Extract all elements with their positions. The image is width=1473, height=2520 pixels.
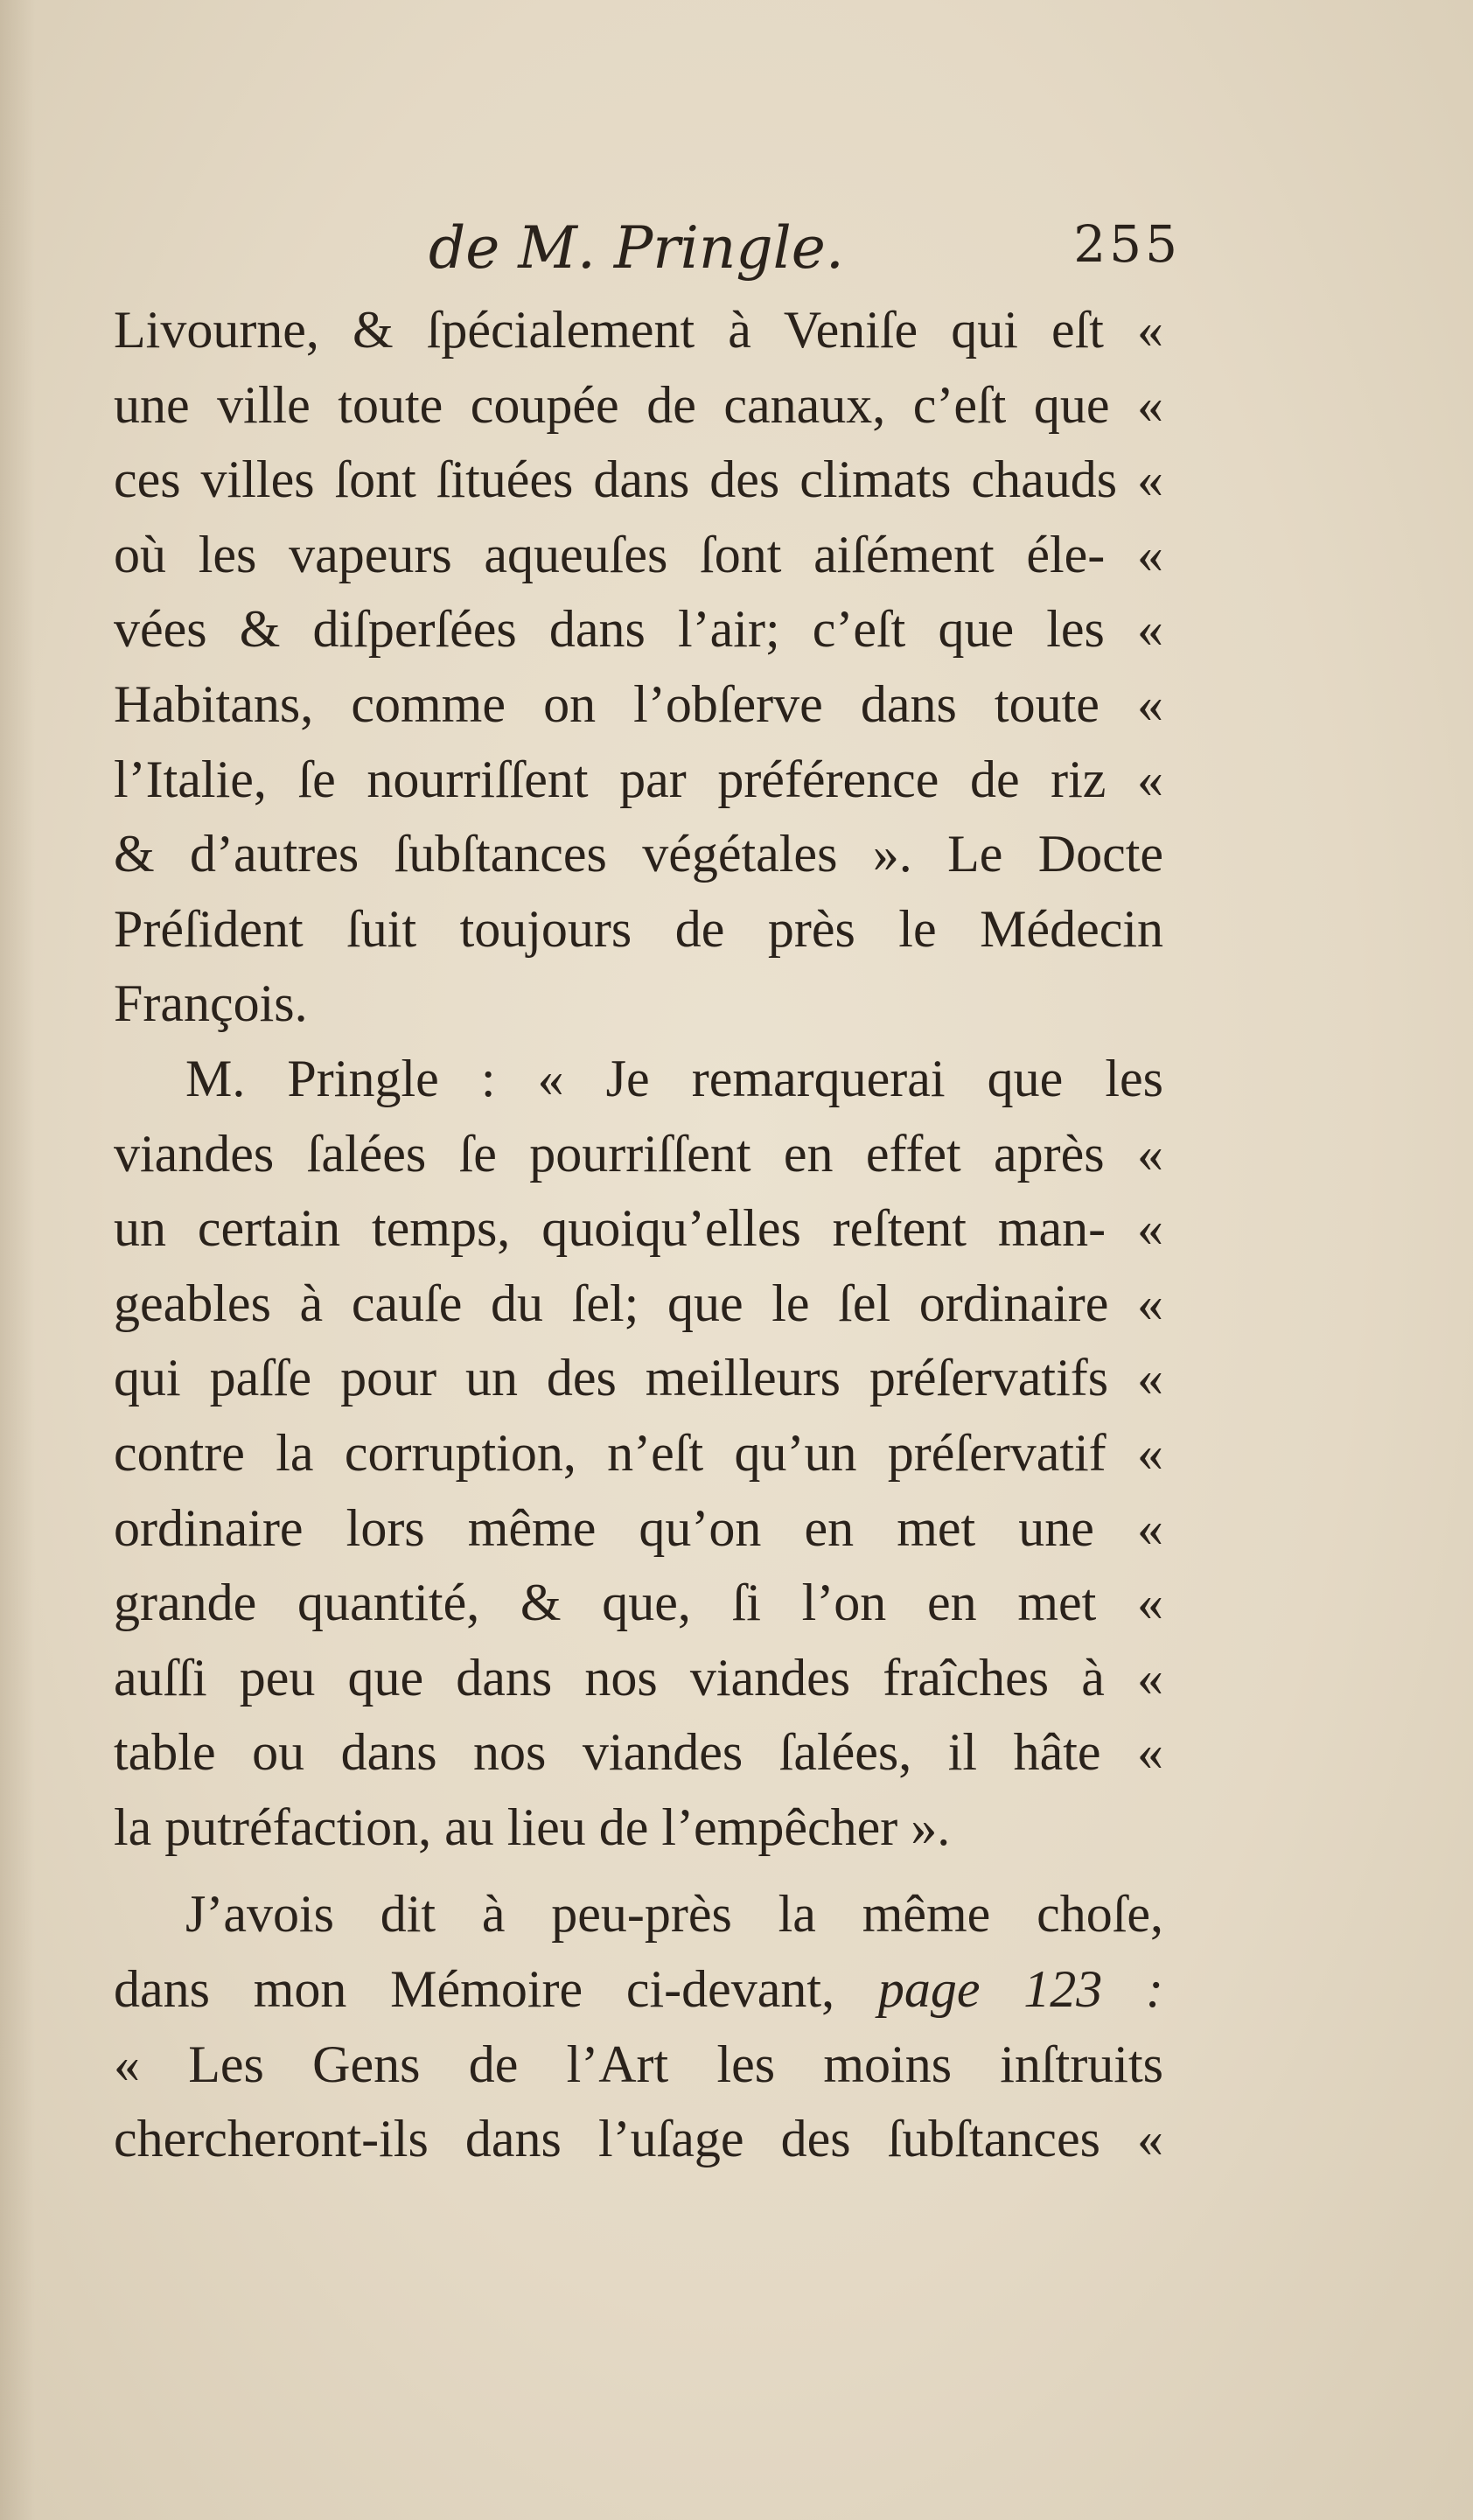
text-line: où les vapeurs aqueuſes ſont aiſément éle- «	[114, 525, 1163, 583]
paragraph-gap	[114, 1865, 1163, 1877]
body-text	[114, 293, 1163, 2177]
text-line-with-reference	[114, 1952, 1163, 2028]
paragraph-start: M. Pringle : « Je remarquerai que les	[185, 1049, 1163, 1107]
text-line: grande quantité, & que, ſi l’on en met «	[114, 1574, 1163, 1632]
text-line: qui paſſe pour un des meilleurs préſervatifs «	[114, 1349, 1163, 1407]
text-line: ordinaire lors même qu’on en met une «	[114, 1498, 1163, 1557]
paragraph-start: J’avois dit à peu-près la même choſe,	[185, 1885, 1163, 1944]
text-line: table ou dans nos viandes ſalées, il hâte «	[114, 1723, 1163, 1782]
text-line: l’Italie, ſe nourriſſent par préférence de riz «	[114, 750, 1163, 808]
running-head: de M. Pringle.	[429, 214, 844, 282]
text-line: chercheront-ils dans l’uſage des ſubſtances «	[114, 2110, 1163, 2168]
text-line: Livourne, & ſpécialement à Veniſe qui eſt «	[114, 301, 1163, 359]
text-line: auſſi peu que dans nos viandes fraîches à «	[114, 1648, 1163, 1707]
text-line: François.	[114, 974, 308, 1033]
text-line: Habitans, comme on l’obſerve dans toute «	[114, 674, 1163, 733]
page-edge-shadow	[0, 0, 35, 2520]
text-line: la putréfaction, au lieu de l’empêcher ».	[114, 1798, 951, 1856]
text-line: viandes ſalées ſe pourriſſent en effet après «	[114, 1124, 1163, 1183]
page-reference: page 123 :	[877, 1960, 1163, 2019]
text-line: « Les Gens de l’Art les moins inſtruits	[114, 2035, 1163, 2093]
text-line: vées & diſperſées dans l’air; c’eſt que les «	[114, 600, 1163, 659]
page-number: 255	[1073, 214, 1181, 274]
text-line: Préſident ſuit toujours de près le Médecin	[114, 899, 1163, 958]
text-segment: dans mon Mémoire ci-devant,	[114, 1960, 835, 2019]
text-line: geables à cauſe du ſel; que le ſel ordinaire «	[114, 1274, 1163, 1332]
text-line: contre la corruption, n’eſt qu’un préſervatif «	[114, 1423, 1163, 1482]
text-line: & d’autres ſubſtances végétales ». Le Docte	[114, 825, 1163, 883]
text-line: un certain temps, quoiqu’elles reſtent man- «	[114, 1199, 1163, 1258]
page-header	[114, 197, 1181, 302]
text-line: ces villes ſont ſituées dans des climats chauds «	[114, 450, 1163, 509]
text-line: une ville toute coupée de canaux, c’eſt que «	[114, 375, 1163, 434]
